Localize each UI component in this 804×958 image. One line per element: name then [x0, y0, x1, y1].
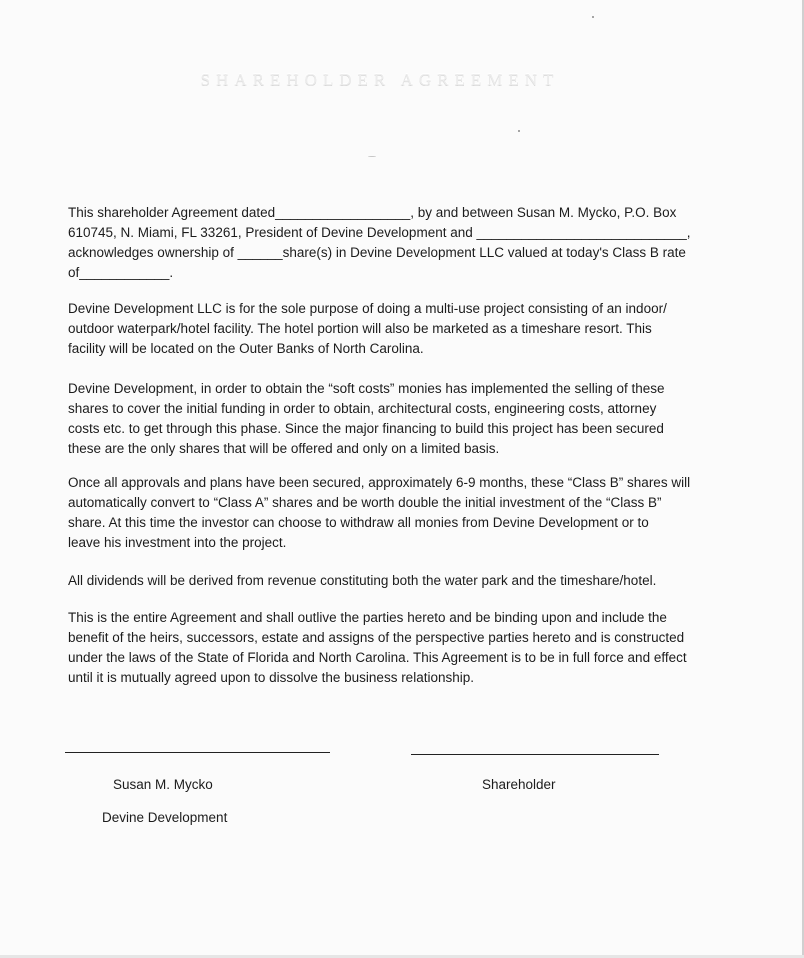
paragraph-dividends — [68, 571, 740, 591]
signature-line-right — [411, 754, 659, 755]
text-line: automatically convert to “Class A” shares and be worth double the initial investment of the “Class B” — [68, 495, 662, 510]
text-line: 610745, N. Miami, FL 33261, President of Devine Development and ____________________________, — [68, 225, 691, 240]
signer-organization: Devine Development — [102, 810, 228, 825]
text-line: under the laws of the State of Florida and North Carolina. This Agreement is to be in full force and effect — [68, 650, 687, 665]
document-title: SHAREHOLDER AGREEMENT — [200, 70, 560, 89]
signature-line-left — [65, 752, 330, 753]
text-line: Once all approvals and plans have been secured, approximately 6-9 months, these “Class B” shares will — [68, 475, 691, 490]
paragraph-soft-costs — [68, 379, 740, 459]
text-line: benefit of the heirs, successors, estate and assigns of the perspective parties hereto and is constructed — [68, 630, 685, 645]
text-line: until it is mutually agreed upon to dissolve the business relationship. — [68, 670, 474, 685]
text-line: of____________. — [68, 265, 174, 280]
text-line: facility will be located on the Outer Banks of North Carolina. — [68, 341, 424, 356]
text-line: All dividends will be derived from revenue constituting both the water park and the timeshare/hotel. — [68, 573, 657, 588]
text-line: these are the only shares that will be offered and only on a limited basis. — [68, 441, 500, 456]
text-line: acknowledges ownership of ______share(s) in Devine Development LLC valued at today's Class B rate — [68, 245, 686, 260]
text-line: leave his investment into the project. — [68, 535, 287, 550]
shareholder-label: Shareholder — [482, 777, 556, 792]
text-line: This is the entire Agreement and shall outlive the parties hereto and be binding upon and include the — [68, 610, 667, 625]
signer-name: Susan M. Mycko — [113, 777, 213, 792]
text-line: shares to cover the initial funding in order to obtain, architectural costs, engineering costs, attorney — [68, 401, 657, 416]
text-line: Devine Development LLC is for the sole purpose of doing a multi-use project consisting of an indoor/ — [68, 301, 667, 316]
text-line: share. At this time the investor can choose to withdraw all monies from Devine Development or to — [68, 515, 649, 530]
scan-speck — [592, 16, 594, 18]
text-line: outdoor waterpark/hotel facility. The hotel portion will also be marketed as a timeshare resort. This — [68, 321, 652, 336]
paragraph-parties — [68, 203, 740, 283]
scan-speck — [518, 130, 520, 132]
paragraph-entire-agreement — [68, 608, 740, 688]
paragraph-purpose — [68, 299, 740, 359]
text-line: This shareholder Agreement dated__________________, by and between Susan M. Mycko, P.O. Box — [68, 205, 677, 220]
text-line: Devine Development, in order to obtain the “soft costs” monies has implemented the selling of these — [68, 381, 665, 396]
scan-speck — [368, 156, 376, 157]
paragraph-conversion — [68, 473, 740, 553]
text-line: costs etc. to get through this phase. Since the major financing to build this project has been secured — [68, 421, 664, 436]
